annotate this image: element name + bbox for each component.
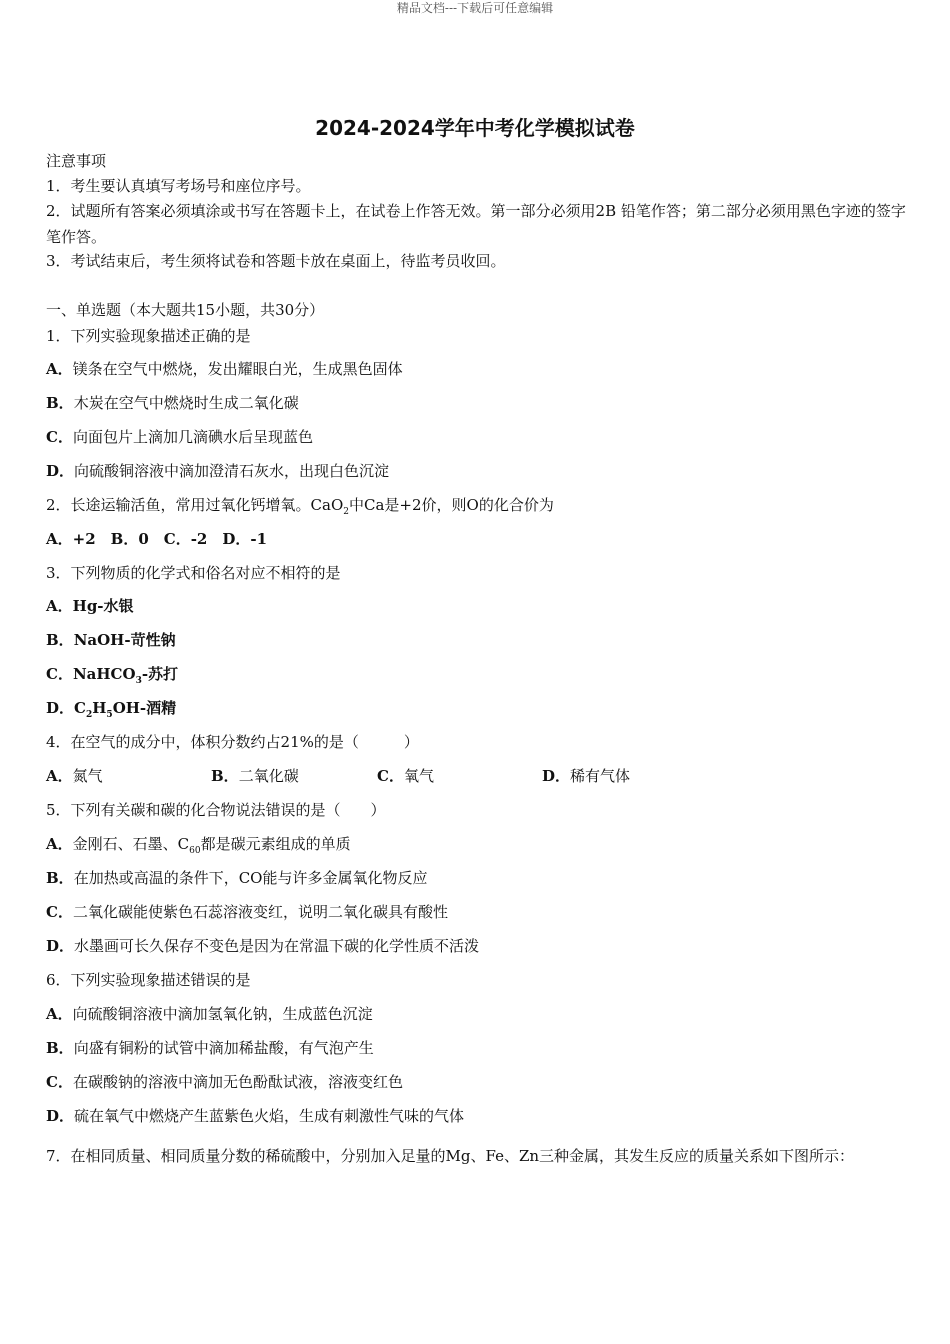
option-item [46, 662, 178, 693]
option-item [46, 1002, 373, 1026]
formula-part: NaHCO [72, 665, 136, 683]
option-text: 水墨画可长久保存不变色是因为在常温下碳的化学性质不活泼 [74, 937, 480, 955]
option-item [46, 357, 403, 381]
option-text: 向盛有铜粉的试管中滴加稀盐酸，有气泡产生 [73, 1039, 374, 1057]
option-text: 氮气 [72, 767, 103, 785]
subscript: 60 [189, 846, 201, 856]
option-label: C． [46, 428, 73, 446]
question-stem: 5．下列有关碳和碳的化合物说法错误的是（ ） [46, 801, 386, 819]
question-stem: 1．下列实验现象描述正确的是 [46, 327, 251, 345]
option-text: 向面包片上滴加几滴碘水后呈现蓝色 [72, 428, 313, 446]
option-label: C． [46, 665, 73, 683]
page-header: 精品文档---下载后可任意编辑 [396, 1, 554, 15]
option-text: 向硫酸铜溶液中滴加氢氧化钠，生成蓝色沉淀 [72, 1005, 373, 1023]
option-label: A． [46, 767, 73, 785]
question-stem: 7．在相同质量、相同质量分数的稀硫酸中，分别加入足量的Mg、Fe、Zn三种金属，其发生反应的质量关系如下图所示： [46, 1147, 855, 1165]
inline-options: A．+2 B．0 C．-2 D．-1 [46, 530, 268, 548]
option-label: C． [377, 767, 404, 785]
option-label: B． [46, 631, 74, 649]
notice-item: 1．考生要认真填写考场号和座位序号。 [46, 177, 311, 195]
option-label: B． [46, 869, 74, 887]
stem-part: 中Ca是+2价，则O的化合价为 [349, 496, 554, 514]
option-label: A． [46, 597, 73, 615]
option-label: A． [46, 835, 73, 853]
option-label: C． [46, 903, 73, 921]
option-text: 木炭在空气中燃烧时生成二氧化碳 [73, 394, 299, 412]
option-item [46, 391, 299, 415]
option-label: D． [542, 767, 571, 785]
option-text: 在碳酸钠的溶液中滴加无色酚酞试液，溶液变红色 [72, 1073, 403, 1091]
notice-heading: 注意事项 [46, 152, 107, 170]
document-title: 2024-2024学年中考化学模拟试卷 [315, 116, 635, 140]
option-item [377, 764, 434, 788]
option-item [46, 1104, 464, 1128]
option-text: Hg-水银 [72, 597, 134, 615]
option-item [46, 696, 176, 727]
question-stem: 6．下列实验现象描述错误的是 [46, 971, 251, 989]
option-label: C． [46, 1073, 73, 1091]
option-item [211, 764, 299, 788]
option-text: 稀有气体 [570, 767, 631, 785]
option-item [46, 425, 313, 449]
option-label: B． [46, 1039, 74, 1057]
option-item [46, 459, 389, 483]
option-label: D． [46, 462, 75, 480]
option-label: B． [211, 767, 239, 785]
option-text: 都是碳元素组成的单质 [200, 835, 351, 853]
option-item [542, 764, 630, 788]
option-item [46, 1036, 374, 1060]
option-item [46, 764, 103, 788]
option-item [46, 866, 427, 890]
option-item [46, 832, 351, 863]
option-label: D． [46, 699, 75, 717]
question-stem: 4．在空气的成分中，体积分数约占21%的是（ ） [46, 733, 419, 751]
option-text: 二氧化碳 [238, 767, 299, 785]
option-label: A． [46, 1005, 73, 1023]
option-text: 硫在氧气中燃烧产生蓝紫色火焰，生成有刺激性气味的气体 [74, 1107, 465, 1125]
subscript: 2 [85, 710, 93, 720]
option-item [46, 934, 479, 958]
option-text: 在加热或高温的条件下，CO能与许多金属氧化物反应 [73, 869, 428, 887]
option-label: A． [46, 360, 73, 378]
option-text: 氧气 [403, 767, 434, 785]
option-label: D． [46, 1107, 75, 1125]
notice-item: 2．试题所有答案必须填涂或书写在答题卡上，在试卷上作答无效。第一部分必须用2B 铅笔作答；第二部分必须用黑色字迹的签字笔作答。 [46, 202, 906, 246]
formula-part: -苏打 [141, 665, 179, 683]
stem-part: 2．长途运输活鱼，常用过氧化钙增氧。CaO [46, 496, 344, 514]
section-heading: 一、单选题（本大题共15小题，共30分） [46, 301, 325, 319]
formula-part: H [92, 699, 107, 717]
option-text: 镁条在空气中燃烧，发出耀眼白光，生成黑色固体 [72, 360, 403, 378]
option-item [46, 900, 448, 924]
subscript: 2 [343, 507, 349, 517]
option-label: B． [46, 394, 74, 412]
option-item [46, 1070, 403, 1094]
notice-item: 3．考试结束后，考生须将试卷和答题卡放在桌面上，待监考员收回。 [46, 252, 506, 270]
formula-part: OH-酒精 [112, 699, 177, 717]
option-label: D． [46, 937, 75, 955]
option-text: 向硫酸铜溶液中滴加澄清石灰水，出现白色沉淀 [74, 462, 390, 480]
question-stem [46, 493, 554, 524]
option-item [46, 628, 176, 652]
subscript: 5 [106, 710, 113, 720]
option-text: NaOH-苛性钠 [73, 631, 176, 649]
question-stem: 3．下列物质的化学式和俗名对应不相符的是 [46, 564, 341, 582]
formula-part: C [74, 699, 86, 717]
option-text: 金刚石、石墨、C [72, 835, 190, 853]
option-item [46, 594, 134, 618]
subscript: 3 [135, 676, 142, 686]
option-text: 二氧化碳能使紫色石蕊溶液变红，说明二氧化碳具有酸性 [72, 903, 448, 921]
